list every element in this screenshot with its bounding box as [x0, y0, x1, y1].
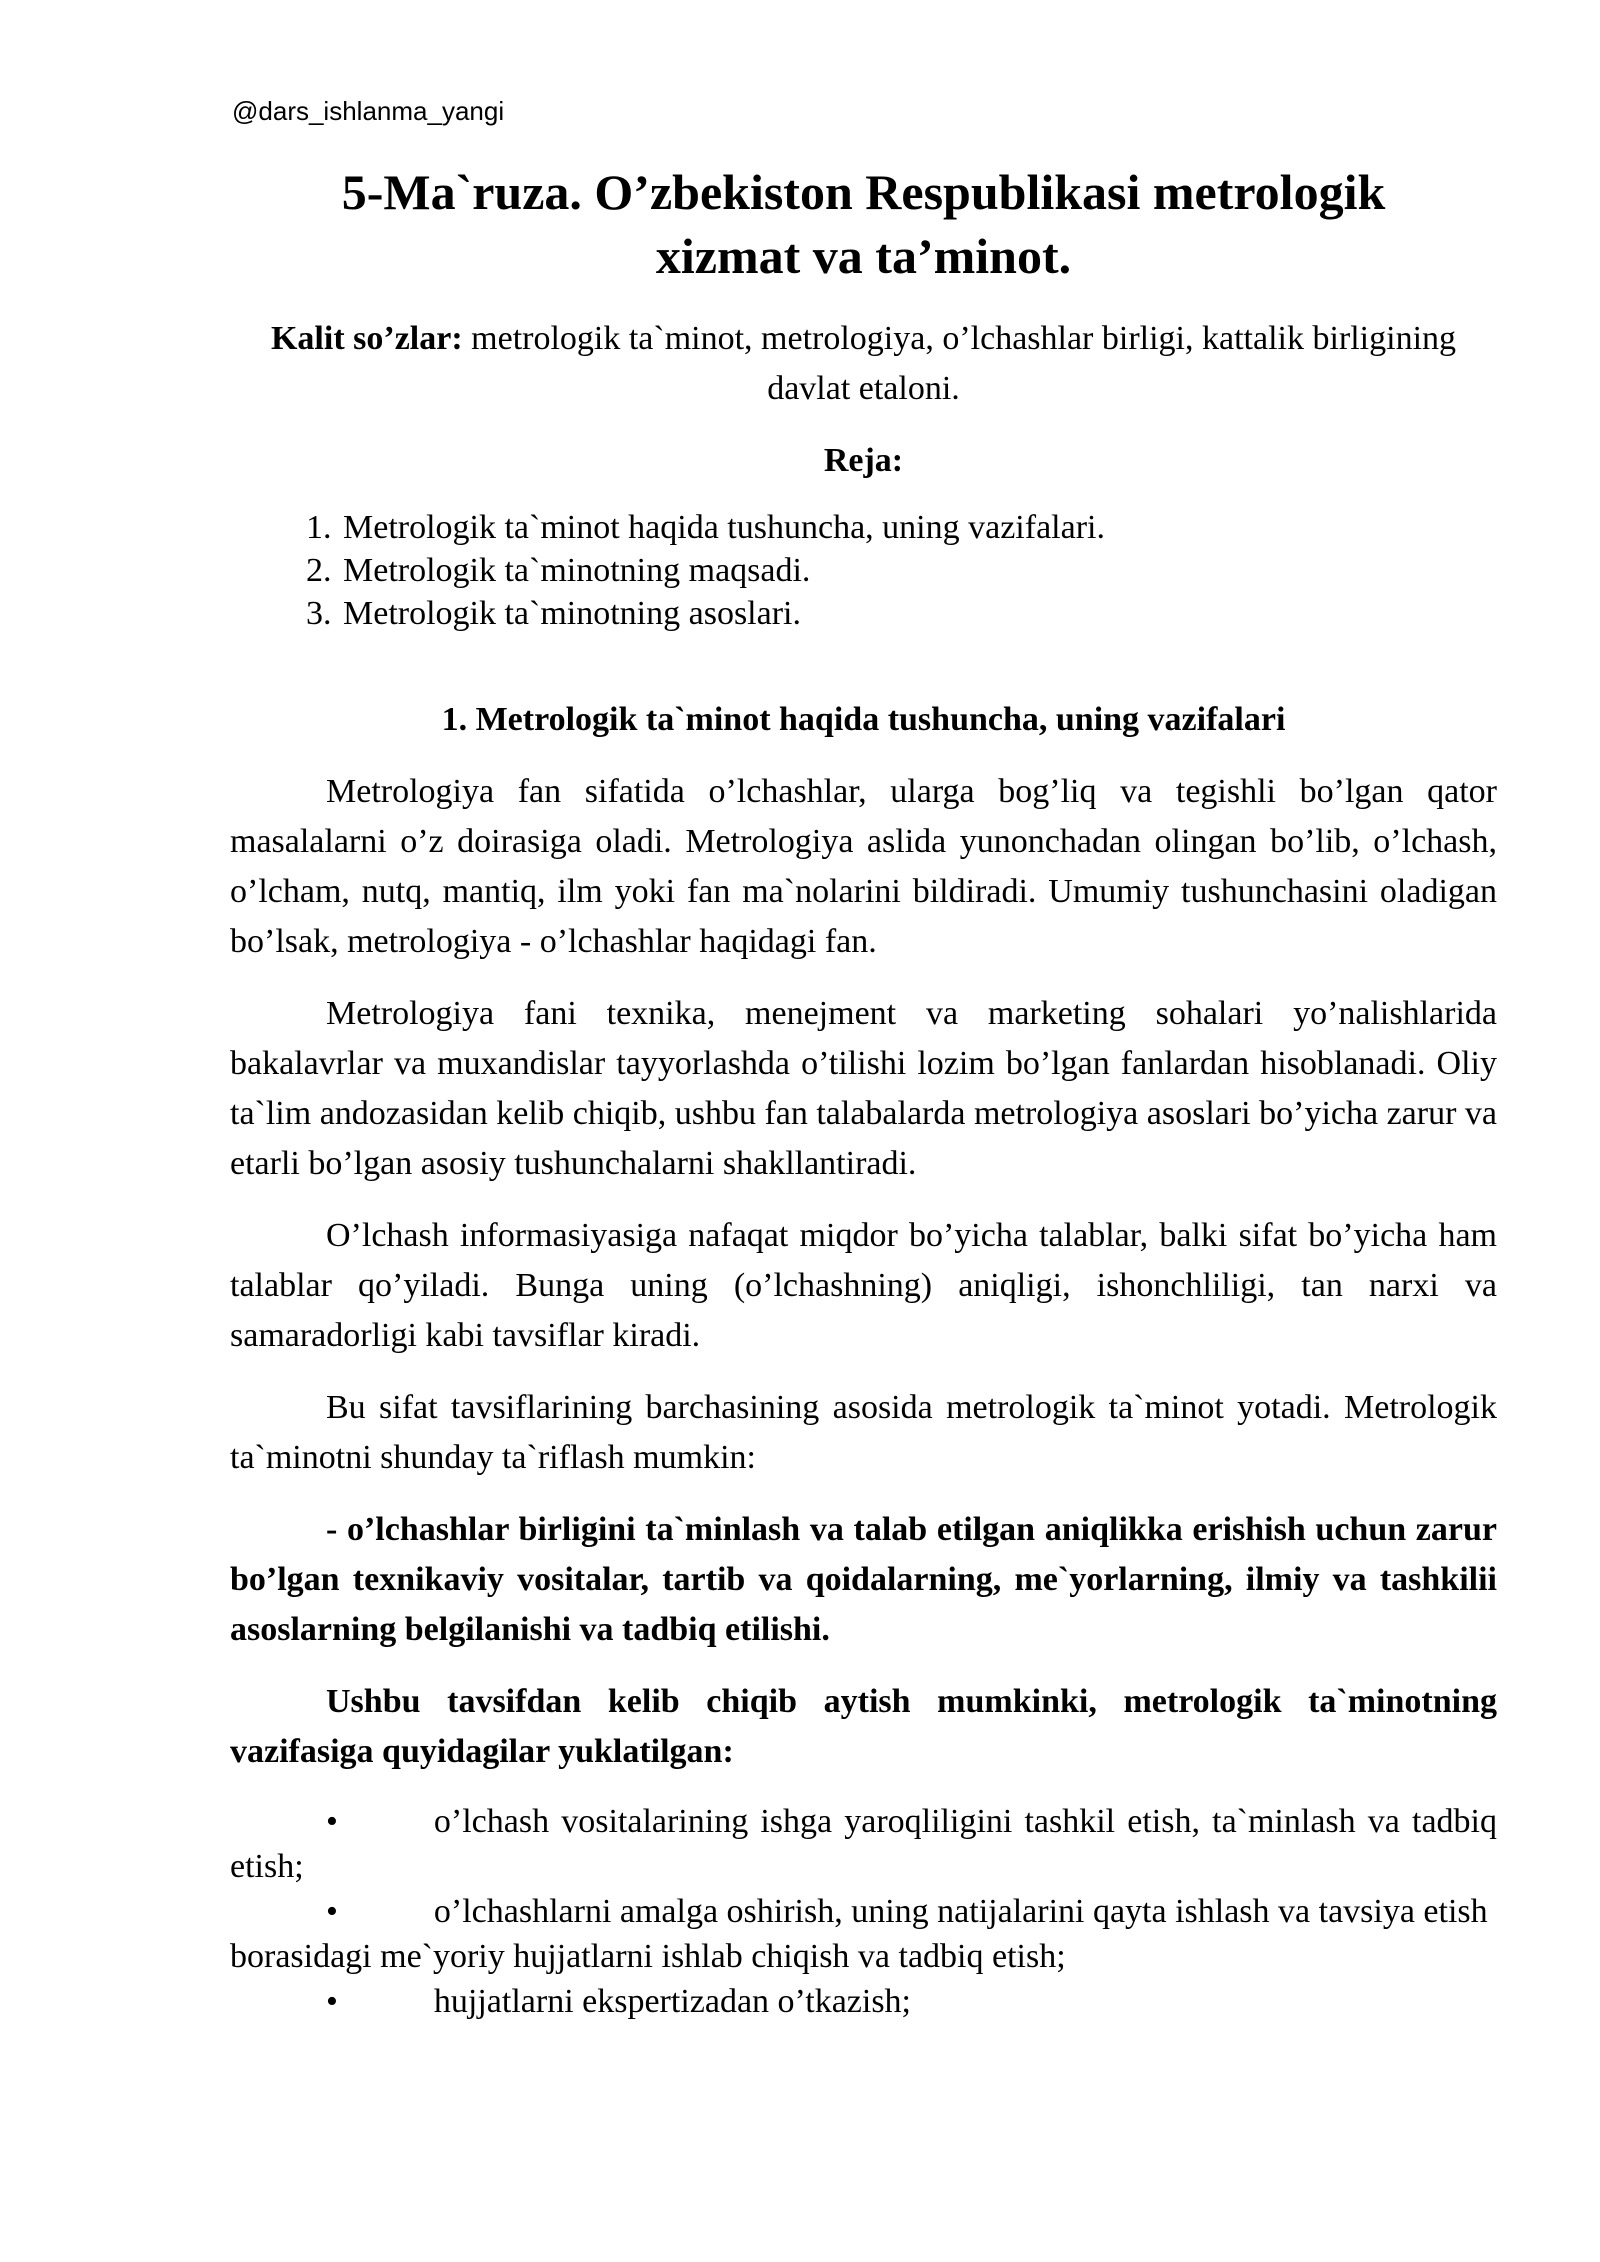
keywords-label: Kalit so’zlar:: [270, 320, 463, 357]
plan-item-text: Metrologik ta`minotning maqsadi.: [343, 552, 811, 589]
plan-item-text: Metrologik ta`minot haqida tushuncha, uning vazifalari.: [343, 509, 1105, 546]
plan-item-text: Metrologik ta`minotning asoslari.: [343, 595, 801, 632]
document-content: [230, 160, 1497, 2024]
keywords-text: metrologik ta`minot, metrologiya, o’lchashlar birligi, kattalik birligining davlat etaloni.: [462, 320, 1457, 407]
bullet-icon: •: [326, 1983, 338, 2020]
bullet-icon: •: [326, 1893, 338, 1930]
plan-item-number: 1.: [306, 509, 332, 546]
paragraph: O’lchash informasiyasiga nafaqat miqdor bo’yicha talablar, balki sifat bo’yicha ham talablar qo’yiladi. Bunga uning (o’lchashning) aniqligi, ishonchliligi, tan narxi va samaradorligi kabi tavsiflar kiradi.: [230, 1217, 1497, 1354]
plan-item: [306, 592, 1497, 635]
plan-item: [306, 549, 1497, 592]
list-item-text: hujjatlarni ekspertizadan o’tkazish;: [433, 1983, 912, 2020]
keywords: [230, 314, 1497, 414]
list-item: [230, 1889, 1520, 1979]
title-line-1: 5-Ma`ruza. O’zbekiston Respublikasi metrologik: [341, 164, 1386, 220]
list-item: [230, 1979, 1520, 2024]
bullet-icon: •: [326, 1803, 338, 1840]
plan-item-number: 3.: [306, 595, 332, 632]
section-heading: 1. Metrologik ta`minot haqida tushuncha, uning vazifalari: [441, 701, 1286, 738]
list-item-text: o’lchashlarni amalga oshirish, uning natijalarini qayta ishlash va tavsiya etish borasidagi me`yoriy hujjatlarni ishlab chiqish va tadbiq etish;: [230, 1893, 1488, 1975]
channel-handle: @dars_ishlanma_yangi: [232, 96, 505, 126]
tasks-list: [230, 1799, 1520, 2024]
definition-paragraph: - o’lchashlar birligini ta`minlash va talab etilgan aniqlikka erishish uchun zarur bo’lgan texnikaviy vositalar, tartib va qoidalarning, me`yorlarning, ilmiy va tashkilii asoslarning belgilanishi va tadbiq etilishi.: [230, 1511, 1497, 1648]
plan-heading: Reja:: [823, 442, 904, 479]
title-line-2: xizmat va ta’minot.: [655, 228, 1072, 284]
plan-item-number: 2.: [306, 552, 332, 589]
list-item-text: o’lchash vositalarining ishga yaroqliligini tashkil etish, ta`minlash va tadbiq etish;: [230, 1803, 1497, 1885]
list-item: [230, 1799, 1497, 1889]
plan-list: [230, 506, 1497, 635]
plan-item: [306, 506, 1497, 549]
paragraph: Metrologiya fani texnika, menejment va marketing sohalari yo’nalishlarida bakalavrlar va muxandislar tayyorlashda o’tilishi lozim bo’lgan fanlardan hisoblanadi. Oliy ta`lim andozasidan kelib chiqib, ushbu fan talabalarda metrologiya asoslari bo’yicha zarur va etarli bo’lgan asosiy tushunchalarni shakllantiradi.: [230, 995, 1497, 1182]
paragraph: Bu sifat tavsiflarining barchasining asosida metrologik ta`minot yotadi. Metrologik ta`minotni shunday ta`riflash mumkin:: [230, 1389, 1497, 1476]
tasks-intro-paragraph: Ushbu tavsifdan kelib chiqib aytish mumkinki, metrologik ta`minotning vazifasiga quyidagilar yuklatilgan:: [230, 1683, 1497, 1770]
paragraph: Metrologiya fan sifatida o’lchashlar, ularga bog’liq va tegishli bo’lgan qator masalalarni o’z doirasiga oladi. Metrologiya aslida yunonchadan olingan bo’lib, o’lchash, o’lcham, nutq, mantiq, ilm yoki fan ma`nolarini bildiradi. Umumiy tushunchasini oladigan bo’lsak, metrologiya - o’lchashlar haqidagi fan.: [230, 773, 1497, 960]
page-title: [230, 160, 1497, 288]
